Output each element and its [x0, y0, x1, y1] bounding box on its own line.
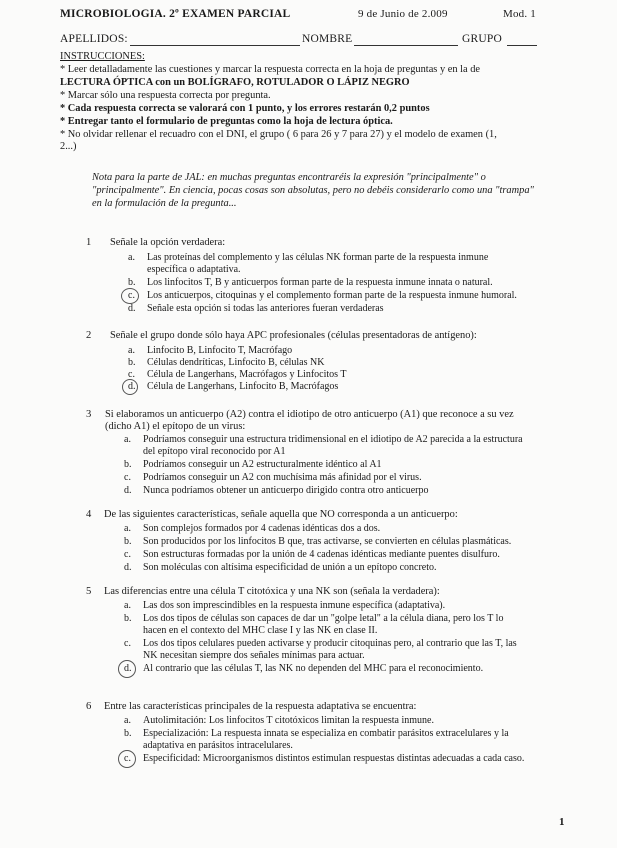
question-number: 6 [86, 701, 92, 712]
option-letter[interactable]: c. [124, 753, 131, 764]
instruction-line: 2...) [60, 141, 77, 152]
option-text: Especialización: La respuesta innata se especializa en combatir parásitos extracelulares y la [143, 728, 509, 739]
selected-answer-circle [118, 660, 136, 678]
instruction-line: * Entregar tanto el formulario de preguntas como la hoja de lectura óptica. [60, 116, 393, 127]
instruction-line: * No olvidar rellenar el recuadro con el DNI, el grupo ( 6 para 26 y 7 para 27) y el modelo de examen (1, [60, 129, 497, 140]
option-text: Las dos son imprescindibles en la respuesta inmune específica (adaptativa). [143, 600, 446, 611]
option-text: Las proteínas del complemento y las células NK forman parte de la respuesta inmune [147, 252, 489, 263]
option-text: específica o adaptativa. [147, 264, 241, 275]
grupo-line[interactable] [507, 45, 537, 46]
question-text: (dicho A1) el epítopo de un virus: [105, 421, 246, 432]
option-letter[interactable]: d. [128, 381, 136, 392]
option-letter[interactable]: c. [124, 638, 131, 649]
page-number: 1 [559, 816, 565, 828]
option-text: Célula de Langerhans, Linfocito B, Macrófagos [147, 381, 339, 392]
option-text: adaptativa en parásitos intracelulares. [143, 740, 293, 751]
option-text: Podríamos conseguir una estructura tridimensional en el idiotipo de A2 parecida a la estructura [143, 434, 523, 445]
question-text: Las diferencias entre una célula T citotóxica y una NK son (señala la verdadera): [104, 586, 440, 597]
option-text: Son estructuras formadas por la unión de 4 cadenas idénticas mediante puentes disulfuro. [143, 549, 500, 560]
question-text: De las siguientes características, señale aquella que NO corresponda a un anticuerpo: [104, 509, 458, 520]
option-text: Linfocito B, Linfocito T, Macrófago [147, 345, 293, 356]
option-letter[interactable]: a. [124, 715, 131, 726]
instruction-line: * Leer detalladamente las cuestiones y marcar la respuesta correcta en la hoja de preguntas y en la de [60, 64, 481, 75]
option-letter[interactable]: d. [124, 485, 132, 496]
question-text: Señale la opción verdadera: [110, 237, 226, 248]
option-text: Autolimitación: Los linfocitos T citotóxicos limitan la respuesta inmune. [143, 715, 434, 726]
option-letter[interactable]: a. [124, 434, 131, 445]
apellidos-line[interactable] [130, 45, 300, 46]
note-line: "principalmente". En ciencia, pocas cosas son absolutas, pero no debéis considerarlo como una "trampa" [92, 185, 534, 196]
option-text: Al contrario que las células T, las NK no dependen del MHC para el reconocimiento. [143, 663, 484, 674]
question-text: Si elaboramos un anticuerpo (A2) contra el idiotipo de otro anticuerpo (A1) que reconoce a su vez [105, 409, 514, 420]
nombre-line[interactable] [354, 45, 458, 46]
option-text: Los dos tipos de células son capaces de dar un "golpe letal" a la célula diana, pero los T lo [143, 613, 504, 624]
option-text: Señale esta opción si todas las anteriores fueran verdaderas [147, 303, 384, 314]
option-letter[interactable]: d. [124, 562, 132, 573]
option-text: Son moléculas con altísima especificidad de unión a un epítopo concreto. [143, 562, 437, 573]
option-letter[interactable]: a. [124, 523, 131, 534]
option-text: Nunca podríamos obtener un anticuerpo dirigido contra otro anticuerpo [143, 485, 429, 496]
option-text: hacen en el contexto del MHC clase I y las NK en clase II. [143, 625, 378, 636]
question-text: Entre las características principales de la respuesta adaptativa se encuentra: [104, 701, 417, 712]
option-letter[interactable]: c. [128, 290, 135, 301]
option-letter[interactable]: a. [124, 600, 131, 611]
question-number: 1 [86, 237, 92, 248]
instructions-title: INSTRUCCIONES: [60, 51, 145, 62]
option-text: Especificidad: Microorganismos distintos estimulan respuestas distintas adecuadas a cada caso. [143, 753, 525, 764]
option-letter[interactable]: c. [124, 549, 131, 560]
option-text: Son producidos por los linfocitos B que, tras activarse, se convierten en células plasmáticas. [143, 536, 512, 547]
selected-answer-circle [122, 379, 138, 395]
option-letter[interactable]: b. [128, 277, 136, 288]
option-text: NK necesitan siempre dos señales mínimas para actuar. [143, 650, 365, 661]
option-text: Los dos tipos celulares pueden activarse y producir citoquinas pero, al contrario que las T, las [143, 638, 517, 649]
exam-date: 9 de Junio de 2.009 [358, 8, 448, 20]
option-text: Podríamos conseguir un A2 estructuralmente idéntico al A1 [143, 459, 382, 470]
exam-title: MICROBIOLOGIA. 2º EXAMEN PARCIAL [60, 8, 291, 20]
option-text: Los anticuerpos, citoquinas y el complemento forman parte de la respuesta inmune humoral. [147, 290, 517, 301]
option-letter[interactable]: c. [128, 369, 135, 380]
grupo-label: GRUPO [462, 33, 502, 45]
option-text: Podríamos conseguir un A2 con muchísima más afinidad por el virus. [143, 472, 422, 483]
question-number: 5 [86, 586, 92, 597]
option-text: Célula de Langerhans, Macrófagos y Linfocitos T [147, 369, 347, 380]
option-text: Son complejos formados por 4 cadenas idénticas dos a dos. [143, 523, 381, 534]
question-number: 3 [86, 409, 92, 420]
exam-model: Mod. 1 [503, 8, 536, 20]
option-text: Células dendríticas, Linfocito B, células NK [147, 357, 325, 368]
selected-answer-circle [121, 288, 139, 304]
question-text: Señale el grupo donde sólo haya APC profesionales (células presentadoras de antígeno): [110, 330, 477, 341]
selected-answer-circle [118, 750, 136, 768]
instruction-line: * Marcar sólo una respuesta correcta por pregunta. [60, 90, 271, 101]
option-letter[interactable]: b. [124, 459, 132, 470]
option-letter[interactable]: b. [124, 536, 132, 547]
option-text: Los linfocitos T, B y anticuerpos forman parte de la respuesta inmune innata o natural. [147, 277, 493, 288]
option-text: del epítopo viral reconocido por A1 [143, 446, 286, 457]
note-line: en la formulación de la pregunta... [92, 198, 237, 209]
apellidos-label: APELLIDOS: [60, 33, 128, 45]
note-line: Nota para la parte de JAL: en muchas preguntas encontraréis la expresión "principalmente" o [92, 172, 486, 183]
option-letter[interactable]: b. [124, 613, 132, 624]
question-number: 2 [86, 330, 92, 341]
question-number: 4 [86, 509, 92, 520]
option-letter[interactable]: c. [124, 472, 131, 483]
option-letter[interactable]: a. [128, 252, 135, 263]
option-letter[interactable]: b. [128, 357, 136, 368]
option-letter[interactable]: b. [124, 728, 132, 739]
nombre-label: NOMBRE [302, 33, 353, 45]
instruction-line: LECTURA ÓPTICA con un BOLÍGRAFO, ROTULADOR O LÁPIZ NEGRO [60, 77, 410, 88]
option-letter[interactable]: d. [128, 303, 136, 314]
option-letter[interactable]: a. [128, 345, 135, 356]
instruction-line: * Cada respuesta correcta se valorará con 1 punto, y los errores restarán 0,2 puntos [60, 103, 430, 114]
option-letter[interactable]: d. [124, 663, 132, 674]
